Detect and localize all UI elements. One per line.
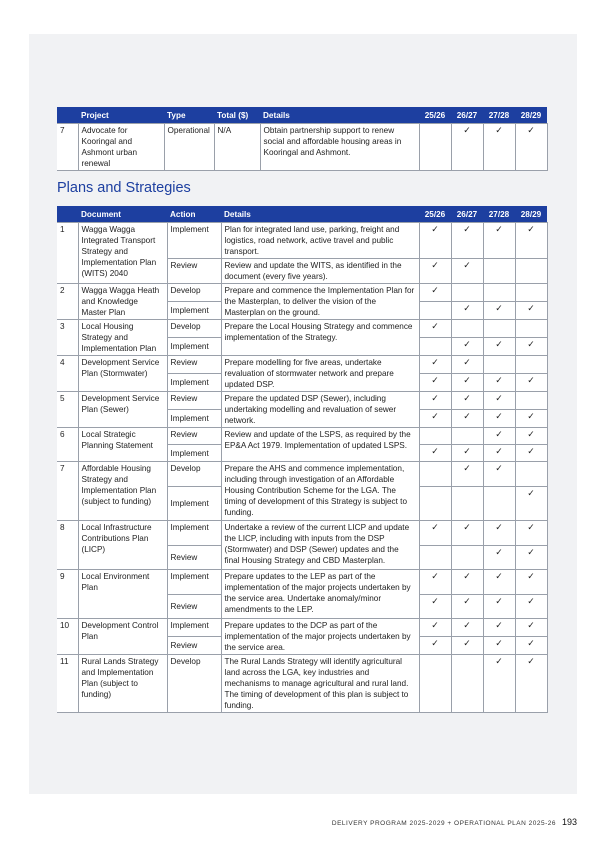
action: Review: [167, 595, 221, 619]
document-name: Development Service Plan (Sewer): [78, 392, 167, 428]
year-check: ✓: [419, 410, 451, 428]
year-check: ✓: [483, 445, 515, 462]
section-title: Plans and Strategies: [57, 180, 191, 196]
year-check: [451, 320, 483, 338]
year-check: ✓: [483, 655, 515, 713]
document-name: Development Control Plan: [78, 619, 167, 655]
year-check: ✓: [483, 410, 515, 428]
year-check: ✓: [419, 619, 451, 637]
document-name: Development Service Plan (Stormwater): [78, 356, 167, 392]
table-header-row: [57, 107, 547, 124]
row-number: 5: [57, 392, 78, 428]
action: Review: [167, 259, 221, 284]
action: Implement: [167, 521, 221, 546]
year-check: ✓: [451, 570, 483, 595]
action: Implement: [167, 619, 221, 637]
action: Review: [167, 392, 221, 410]
year-check: ✓: [515, 570, 547, 595]
year-check: ✓: [515, 637, 547, 655]
project-total: N/A: [214, 124, 260, 171]
year-check: [451, 487, 483, 521]
row-number: 6: [57, 428, 78, 462]
year-check: ✓: [451, 410, 483, 428]
document-name: Local Infrastructure Contributions Plan (LICP): [78, 521, 167, 570]
year-check: ✓: [515, 223, 547, 259]
year-check: ✓: [515, 124, 547, 171]
action: Implement: [167, 374, 221, 392]
table-row: [57, 462, 547, 487]
plans-strategies-table: [57, 206, 548, 713]
year-check: ✓: [451, 374, 483, 392]
document-name: Affordable Housing Strategy and Implementation Plan (subject to funding): [78, 462, 167, 521]
year-check: ✓: [451, 259, 483, 284]
action: Develop: [167, 320, 221, 338]
year-check: ✓: [451, 445, 483, 462]
year-check: ✓: [483, 428, 515, 445]
year-check: ✓: [515, 619, 547, 637]
year-check: ✓: [451, 356, 483, 374]
row-number: 2: [57, 284, 78, 320]
document-name: Wagga Wagga Heath and Knowledge Master Plan: [78, 284, 167, 320]
header-type: Type: [164, 107, 214, 124]
table-row: [57, 521, 547, 546]
action: Review: [167, 546, 221, 570]
year-check: ✓: [419, 374, 451, 392]
action: Implement: [167, 445, 221, 462]
year-check: ✓: [419, 521, 451, 546]
action: Review: [167, 356, 221, 374]
header-action: Action: [167, 206, 221, 223]
year-check: [515, 320, 547, 338]
details: Review and update of the LSPS, as required by the EP&A Act 1979. Implementation of updated LSPS.: [221, 428, 419, 462]
projects-table: [57, 107, 548, 171]
header-total: Total ($): [214, 107, 260, 124]
year-check: ✓: [483, 570, 515, 595]
year-check: ✓: [451, 338, 483, 356]
year-check: ✓: [451, 619, 483, 637]
year-check: [419, 124, 451, 171]
document-name: Local Environment Plan: [78, 570, 167, 619]
year-check: ✓: [419, 637, 451, 655]
details: Prepare updates to the LEP as part of the implementation of the major projects undertaken by the service area. Undertake anomaly/minor amendments to the LEP.: [221, 570, 419, 619]
action: Review: [167, 637, 221, 655]
document-name: Local Housing Strategy and Implementation Plan: [78, 320, 167, 356]
year-check: [515, 356, 547, 374]
header-project: Project: [78, 107, 164, 124]
year-check: [419, 655, 451, 713]
details: Review and update the WITS, as identified in the document (every five years).: [221, 259, 419, 284]
year-check: ✓: [451, 392, 483, 410]
action: Develop: [167, 462, 221, 487]
year-check: ✓: [451, 462, 483, 487]
document-name: Wagga Wagga Integrated Transport Strategy and Implementation Plan (WITS) 2040: [78, 223, 167, 284]
table-row: [57, 570, 547, 595]
document-name: Local Strategic Planning Statement: [78, 428, 167, 462]
year-check: ✓: [515, 445, 547, 462]
header-year: 25/26: [419, 107, 451, 124]
year-check: ✓: [515, 410, 547, 428]
year-check: ✓: [451, 521, 483, 546]
header-year: 27/28: [483, 206, 515, 223]
year-check: ✓: [419, 595, 451, 619]
table-row: [57, 356, 547, 374]
header-year: 28/29: [515, 206, 547, 223]
year-check: ✓: [419, 445, 451, 462]
year-check: ✓: [483, 374, 515, 392]
details: Undertake a review of the current LICP and update the LICP, including with inputs from the DSP (Stormwater) and DSP (Sewer) updates and the final Housing Strategy and CBD Masterplan.: [221, 521, 419, 570]
row-number: 3: [57, 320, 78, 356]
year-check: ✓: [419, 392, 451, 410]
year-check: [451, 546, 483, 570]
year-check: ✓: [515, 655, 547, 713]
table-row: [57, 619, 547, 637]
year-check: ✓: [419, 223, 451, 259]
details: The Rural Lands Strategy will identify agricultural land across the LGA, key industries and mechanisms to manage agricultural and rural land. The timing of development of this plan is subject to funding.: [221, 655, 419, 713]
project-name: Advocate for Kooringal and Ashmont urban renewal: [78, 124, 164, 171]
year-check: [515, 259, 547, 284]
action: Review: [167, 428, 221, 445]
row-number: 9: [57, 570, 78, 619]
year-check: [483, 487, 515, 521]
page-number: 193: [561, 817, 577, 827]
year-check: ✓: [451, 302, 483, 320]
row-number: 7: [57, 124, 78, 171]
year-check: [451, 655, 483, 713]
year-check: ✓: [515, 595, 547, 619]
year-check: [451, 284, 483, 302]
action: Implement: [167, 410, 221, 428]
year-check: [515, 284, 547, 302]
project-type: Operational: [164, 124, 214, 171]
year-check: ✓: [483, 338, 515, 356]
year-check: ✓: [483, 595, 515, 619]
year-check: ✓: [451, 637, 483, 655]
row-number: 10: [57, 619, 78, 655]
year-check: ✓: [419, 570, 451, 595]
year-check: ✓: [483, 124, 515, 171]
action: Implement: [167, 570, 221, 595]
year-check: [483, 356, 515, 374]
year-check: ✓: [515, 546, 547, 570]
header-details: Details: [221, 206, 419, 223]
year-check: ✓: [483, 223, 515, 259]
row-number: 4: [57, 356, 78, 392]
row-number: 7: [57, 462, 78, 521]
year-check: ✓: [451, 595, 483, 619]
header-year: 26/27: [451, 107, 483, 124]
details: Prepare the Local Housing Strategy and commence implementation of the Strategy.: [221, 320, 419, 356]
table-row: [57, 655, 547, 713]
year-check: ✓: [419, 356, 451, 374]
year-check: [419, 338, 451, 356]
year-check: [419, 302, 451, 320]
action: Implement: [167, 302, 221, 320]
action: Implement: [167, 223, 221, 259]
page-footer: [332, 817, 577, 827]
action: Develop: [167, 284, 221, 302]
year-check: ✓: [419, 320, 451, 338]
table-header-row: [57, 206, 547, 223]
year-check: ✓: [419, 284, 451, 302]
year-check: [419, 462, 451, 487]
year-check: ✓: [483, 462, 515, 487]
year-check: ✓: [483, 619, 515, 637]
action: Develop: [167, 655, 221, 713]
table-row: [57, 284, 547, 302]
year-check: ✓: [515, 302, 547, 320]
year-check: ✓: [451, 124, 483, 171]
year-check: [419, 546, 451, 570]
details: Prepare the updated DSP (Sewer), including undertaking modelling and revaluation of sewer network.: [221, 392, 419, 428]
year-check: ✓: [515, 338, 547, 356]
header-year: 25/26: [419, 206, 451, 223]
year-check: ✓: [515, 521, 547, 546]
year-check: ✓: [515, 487, 547, 521]
project-details: Obtain partnership support to renew social and affordable housing areas in Kooringal and Ashmont.: [260, 124, 419, 171]
year-check: ✓: [515, 428, 547, 445]
year-check: ✓: [419, 259, 451, 284]
header-document: Document: [78, 206, 167, 223]
details: Prepare and commence the Implementation Plan for the Masterplan, to deliver the vision of the Masterplan on the ground.: [221, 284, 419, 320]
year-check: ✓: [451, 223, 483, 259]
action: Implement: [167, 487, 221, 521]
action: Implement: [167, 338, 221, 356]
row-number: 11: [57, 655, 78, 713]
year-check: ✓: [483, 302, 515, 320]
row-number: 1: [57, 223, 78, 284]
header-num: [57, 107, 78, 124]
year-check: [515, 392, 547, 410]
header-num: [57, 206, 78, 223]
header-year: 26/27: [451, 206, 483, 223]
table-row: [57, 392, 547, 410]
header-year: 28/29: [515, 107, 547, 124]
footer-text: DELIVERY PROGRAM 2025-2029 + OPERATIONAL PLAN 2025-26: [331, 820, 556, 827]
table-row: [57, 428, 547, 445]
year-check: [419, 428, 451, 445]
details: Prepare the AHS and commence implementation, including through investigation of an Affordable Housing Contribution Scheme for the LGA. The timing of development of this Strategy is subject to funding.: [221, 462, 419, 521]
year-check: [515, 462, 547, 487]
header-year: 27/28: [483, 107, 515, 124]
year-check: [483, 259, 515, 284]
details: Prepare modelling for five areas, undertake revaluation of stormwater network and prepare updated DSP.: [221, 356, 419, 392]
year-check: [483, 284, 515, 302]
year-check: ✓: [483, 637, 515, 655]
row-number: 8: [57, 521, 78, 570]
header-details: Details: [260, 107, 419, 124]
details: Plan for integrated land use, parking, freight and logistics, road network, active travel and public transport.: [221, 223, 419, 259]
table-row: [57, 320, 547, 338]
table-row: [57, 223, 547, 259]
document-name: Rural Lands Strategy and Implementation Plan (subject to funding): [78, 655, 167, 713]
details: Prepare updates to the DCP as part of the implementation of the major projects undertaken by the service area.: [221, 619, 419, 655]
table-row: [57, 124, 547, 171]
year-check: [451, 428, 483, 445]
year-check: ✓: [483, 392, 515, 410]
year-check: ✓: [483, 546, 515, 570]
year-check: ✓: [483, 521, 515, 546]
year-check: [483, 320, 515, 338]
year-check: ✓: [515, 374, 547, 392]
year-check: [419, 487, 451, 521]
